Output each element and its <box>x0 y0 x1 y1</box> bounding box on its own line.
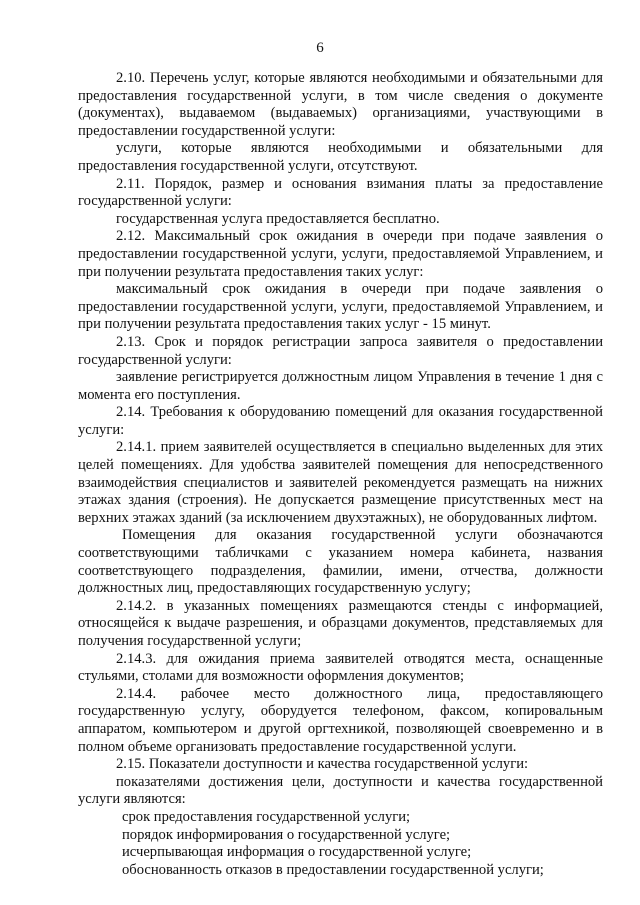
list-item: порядок информирования о государственной услуге; <box>122 826 451 843</box>
paragraph-2-14-1: 2.14.1. прием заявителей осуществляется в специально выделенных для этих целей помещениях. Для удобства заявителей помещения для непосредственного взаимодействия специалистов и заявителей рекомендуется размещать на нижних этажах здания (строения). Не допускается размещение присутственных мест на верхних этажах зданий (за исключением двухэтажных), не оборудованных лифтом. <box>78 439 603 526</box>
list-item: обоснованность отказов в предоставлении государственной услуги; <box>122 861 544 878</box>
list-item: исчерпывающая информация о государственной услуге; <box>122 844 472 861</box>
paragraph-2-11-answer: государственная услуга предоставляется бесплатно. <box>116 210 440 227</box>
paragraph-2-10-answer: услуги, которые являются необходимыми и обязательными для предоставления государственной услуги, отсутствуют. <box>78 140 603 174</box>
paragraph-2-13-answer: заявление регистрируется должностным лицом Управления в течение 1 дня с момента его поступления. <box>78 369 603 403</box>
document-body <box>78 70 603 879</box>
paragraph-2-10: 2.10. Перечень услуг, которые являются необходимыми и обязательными для предоставления государственной услуги, в том числе сведения о документе (документах), выдаваемом (выдаваемых) организациями, участвующими в предоставлении государственной услуги: <box>78 70 603 139</box>
paragraph-2-12: 2.12. Максимальный срок ожидания в очереди при подаче заявления о предоставлении государственной услуги, услуги, предоставляемой Управлением, и при получении результата предоставления таких услуг: <box>78 228 603 280</box>
paragraph-2-12-answer: максимальный срок ожидания в очереди при подаче заявления о предоставлении государственной услуги, услуги, предоставляемой Управлением, и при получении результата предоставления таких услуг - 15 минут. <box>78 281 603 333</box>
paragraph-2-14-4: 2.14.4. рабочее место должностного лица, предоставляющего государственную услугу, оборудуется телефоном, факсом, копировальным аппаратом, компьютером и другой оргтехникой, позволяющей своевременно и в полном объеме организовать предоставление государственной услуги. <box>78 685 603 755</box>
paragraph-premises: Помещения для оказания государственной услуги обозначаются соответствующими табличками с указанием номера кабинета, названия соответствующего подразделения, фамилии, имени, отчества, должности должностных лиц, предоставляющих государственную услугу; <box>78 527 603 597</box>
paragraph-2-14-3: 2.14.3. для ожидания приема заявителей отводятся места, оснащенные стульями, столами для возможности оформления документов; <box>78 650 603 685</box>
paragraph-2-14: 2.14. Требования к оборудованию помещений для оказания государственной услуги: <box>78 404 603 438</box>
paragraph-2-14-2: 2.14.2. в указанных помещениях размещаются стенды с информацией, относящейся к выдаче разрешения, и образцами документов, представляемых для получения государственной услуги; <box>78 597 603 649</box>
paragraph-2-15: 2.15. Показатели доступности и качества государственной услуги: <box>116 756 529 773</box>
paragraph-2-13: 2.13. Срок и порядок регистрации запроса заявителя о предоставлении государственной услуги: <box>78 333 603 368</box>
paragraph-2-15-intro: показателями достижения цели, доступности и качества государственной услуги являются: <box>78 773 603 808</box>
list-item: срок предоставления государственной услуги; <box>122 808 411 825</box>
page-number: 6 <box>316 40 324 56</box>
paragraph-2-11: 2.11. Порядок, размер и основания взимания платы за предоставление государственной услуги: <box>78 175 603 210</box>
